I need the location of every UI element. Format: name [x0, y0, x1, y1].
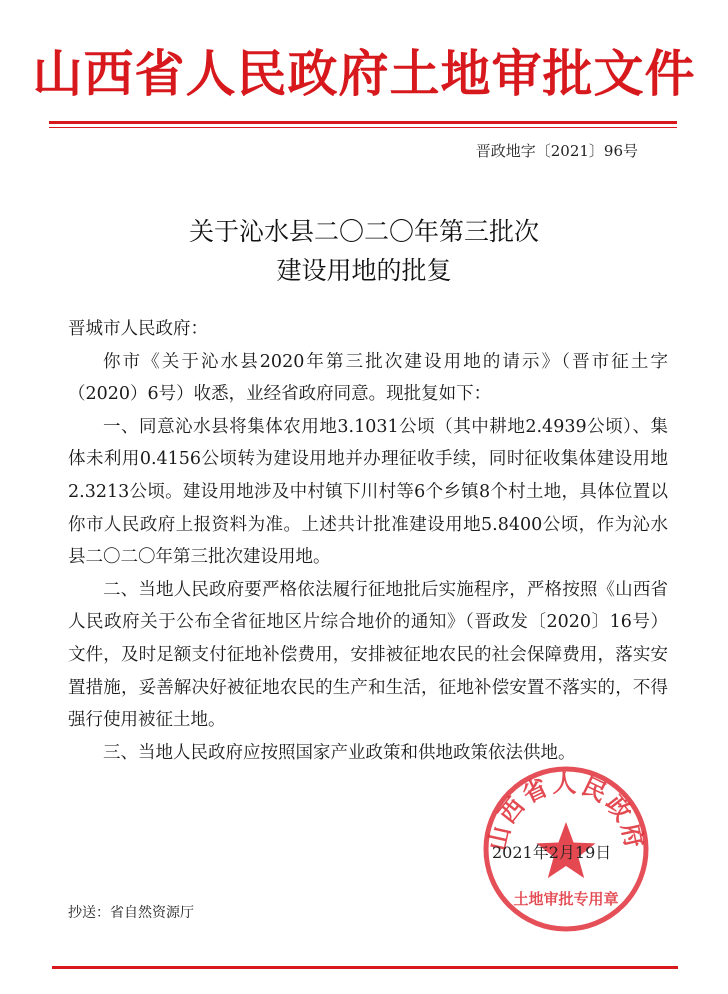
title-line-1: 关于沁水县二〇二〇年第三批次	[188, 217, 539, 246]
masthead-title: 山西省人民政府土地审批文件	[32, 44, 696, 103]
masthead-rule-thin	[49, 127, 677, 128]
masthead-rule-thick	[49, 121, 677, 124]
document-number: 晋政地字〔2021〕96号	[475, 142, 638, 160]
footer-rule	[52, 966, 678, 969]
paragraph-item-1: 一、同意沁水县将集体农用地3.1031公顷（其中耕地2.4939公顷）、集体未利用0.4156公顷转为建设用地并办理征收手续，同时征收集体建设用地2.3213公顷。建设用地涉及中村镇下川村等6个乡镇8个村土地，具体位置以你市人民政府上报资料为准。上述共计批准建设用地5.8400公顷，作为沁水县二〇二〇年第三批次建设用地。	[68, 416, 668, 568]
document-title	[0, 212, 728, 290]
paragraph-item-2: 二、当地人民政府要严格依法履行征地批后实施程序，严格按照《山西省人民政府关于公布全省征地区片综合地价的通知》（晋政发〔2020〕16号）文件，及时足额支付征地补偿费用，安排被征地农民的社会保障费用，落实安置措施，妥善解决好被征地农民的生产和生活，征地补偿安置不落实的，不得强行使用被征土地。	[68, 579, 668, 731]
document-body	[68, 313, 668, 769]
paragraph-intro: 你市《关于沁水县2020年第三批次建设用地的请示》（晋市征土字（2020）6号）收悉，业经省政府同意。现批复如下：	[68, 351, 668, 405]
salutation: 晋城市人民政府：	[68, 319, 208, 339]
issue-date: 2021年2月19日	[492, 843, 612, 862]
paragraph-item-3: 三、当地人民政府应按照国家产业政策和供地政策依法供地。	[103, 742, 576, 763]
seal-outer-text: 山西省人民政府	[482, 768, 650, 854]
title-line-2: 建设用地的批复	[276, 256, 452, 285]
seal-inner-text: 土地审批专用章	[513, 890, 619, 908]
cc-line: 抄送：省自然资源厅	[68, 905, 194, 921]
